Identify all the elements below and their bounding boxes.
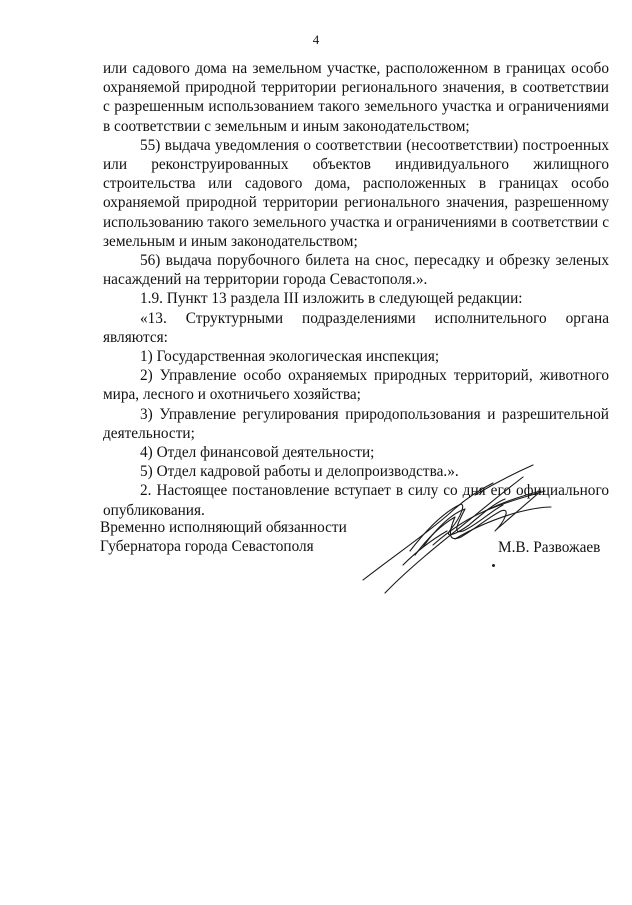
paragraph-1-9: 1.9. Пункт 13 раздела III изложить в следующей редакции: bbox=[140, 290, 523, 308]
signatory-name: М.В. Развожаев bbox=[498, 539, 601, 556]
list-item-2: 2) Управление особо охраняемых природных территорий, животного мира, лесного и охотничьего хозяйства; bbox=[103, 367, 609, 404]
list-item-4: 4) Отдел финансовой деятельности; bbox=[140, 444, 375, 462]
list-item-3: 3) Управление регулирования природопользования и разрешительной деятельности; bbox=[103, 405, 609, 442]
paragraph-item-13: «13. Структурными подразделениями исполнительного органа являются: bbox=[103, 309, 609, 346]
list-item-1: 1) Государственная экологическая инспекция; bbox=[140, 348, 440, 366]
paragraph-effective-date: 2. Настоящее постановление вступает в силу со дня его официального опубликования. bbox=[103, 482, 609, 519]
paragraph-continuation: или садового дома на земельном участке, расположенном в границах особо охраняемой природной территории регионального значения, в соответствии с разрешенным использованием такого земельного участка и ограничениями в соответствии с земельным и иным законодательством; bbox=[103, 60, 609, 135]
paragraph-item-56: 56) выдача порубочного билета на снос, пересадку и обрезку зеленых насаждений на территории города Севастополя.». bbox=[103, 252, 609, 289]
position-line-1: Временно исполняющий обязанности bbox=[100, 519, 347, 536]
list-item-5: 5) Отдел кадровой работы и делопроизводства.». bbox=[140, 463, 459, 481]
paragraph-item-55: 55) выдача уведомления о соответствии (несоответствии) построенных или реконструированных объектов индивидуального жилищного строительства или садового дома, расположенных в границах особо охраняемой природной территории регионального значения, разрешенному использованию такого земельного участка и ограничениями в соответствии с земельным и иным законодательством; bbox=[103, 136, 609, 250]
page-number: 4 bbox=[312, 32, 320, 47]
ink-dot bbox=[492, 564, 495, 567]
position-line-2: Губернатора города Севастополя bbox=[100, 538, 314, 556]
signatory-position bbox=[100, 518, 347, 556]
handwritten-signature bbox=[355, 455, 595, 600]
document-body bbox=[103, 59, 609, 520]
